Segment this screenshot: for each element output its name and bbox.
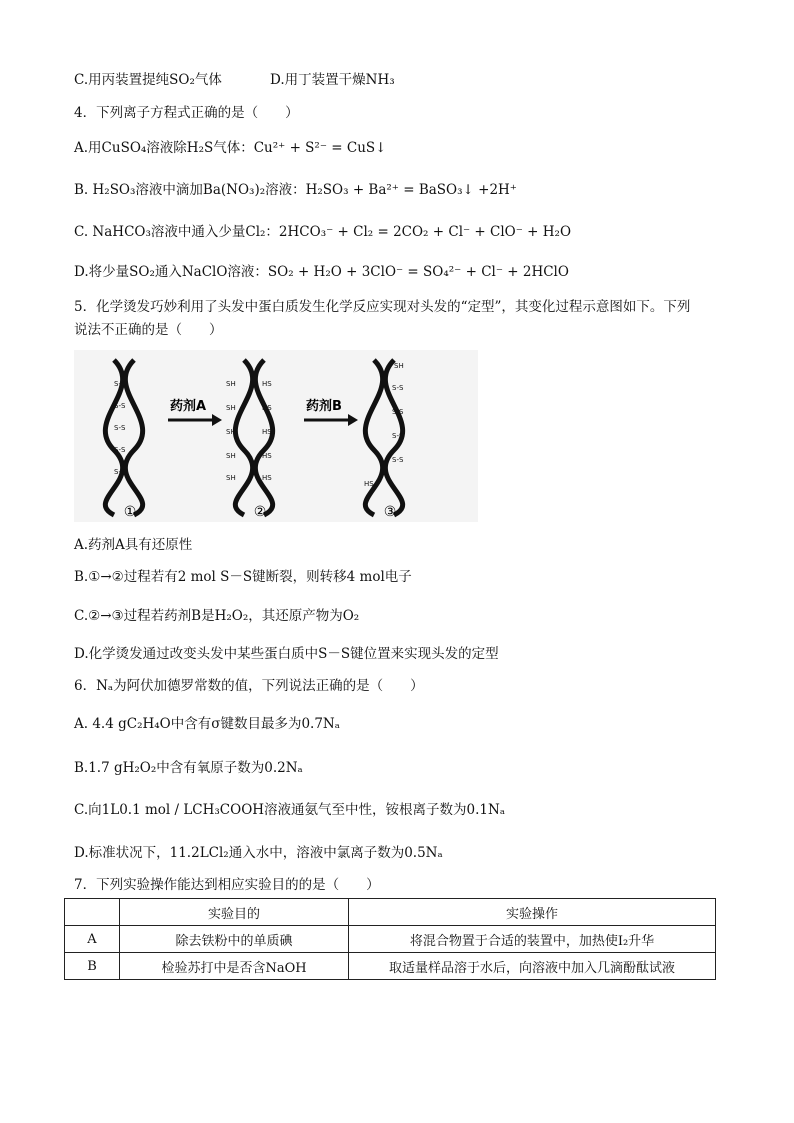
hair-perm-diagram <box>74 350 478 522</box>
q7-stem: 7．下列实验操作能达到相应实验目的的是（ ） <box>74 877 380 893</box>
helix-3-bond: S-S <box>392 384 404 392</box>
table-cell: A <box>65 926 120 953</box>
table-cell: B <box>65 953 120 980</box>
helix-3-bond: S-S <box>392 408 404 416</box>
table-header-cell: 实验目的 <box>120 899 349 926</box>
helix-2-bond: HS <box>262 452 272 460</box>
helix-3-bond: S-S <box>392 432 404 440</box>
stage-label-1: ① <box>123 504 137 520</box>
q3-option-c: C.用丙装置提纯SO₂气体 <box>74 72 222 88</box>
q4-option-d: D.将少量SO₂通入NaClO溶液：SO₂ + H₂O + 3ClO⁻ = SO₄²⁻ + Cl⁻ + 2HClO <box>74 264 569 280</box>
helix-1-bond: S-S <box>114 402 126 410</box>
arrow-a-label: 药剂A <box>170 399 207 414</box>
q5-stem-line1: 5．化学烫发巧妙利用了头发中蛋白质发生化学反应实现对头发的“定型”，其变化过程示意图如下。下列 <box>74 299 691 315</box>
experiment-table <box>64 898 716 980</box>
helix-2-bond: HS <box>262 380 272 388</box>
table-row <box>65 953 716 980</box>
stage-label-3: ③ <box>383 504 397 520</box>
table-row <box>65 926 716 953</box>
helix-2-bond: SH <box>226 474 236 482</box>
q6-option-b: B.1.7 gH₂O₂中含有氧原子数为0.2Nₐ <box>74 760 303 776</box>
q5-option-c: C.②→③过程若药剂B是H₂O₂，其还原产物为O₂ <box>74 608 360 624</box>
table-cell: 除去铁粉中的单质碘 <box>120 926 349 953</box>
helix-1-bond: S-S <box>114 424 126 432</box>
table-cell: 取适量样品溶于水后，向溶液中加入几滴酚酞试液 <box>349 953 716 980</box>
helix-3-bond: HS <box>364 480 374 488</box>
stage-label-2: ② <box>253 504 267 520</box>
q3-option-d: D.用丁装置干燥NH₃ <box>270 72 395 88</box>
table-cell: 将混合物置于合适的装置中，加热使I₂升华 <box>349 926 716 953</box>
helix-1-bond: S-S <box>114 468 126 476</box>
q6-option-d: D.标准状况下，11.2LCl₂通入水中，溶液中氯离子数为0.5Nₐ <box>74 845 443 861</box>
q4-stem: 4．下列离子方程式正确的是（ ） <box>74 105 299 121</box>
arrow-b-label: 药剂B <box>306 399 342 414</box>
helix-3-bond: S-S <box>392 456 404 464</box>
q5-option-a: A.药剂A具有还原性 <box>74 537 193 553</box>
helix-2-bond: SH <box>226 452 236 460</box>
table-header-cell: 实验操作 <box>349 899 716 926</box>
helix-2-bond: SH <box>226 380 236 388</box>
helix-2-bond: SH <box>226 404 236 412</box>
q6-option-c: C.向1L0.1 mol / LCH₃COOH溶液通氨气至中性，铵根离子数为0.1Nₐ <box>74 802 506 818</box>
helix-2-bond: HS <box>262 474 272 482</box>
helix-2-bond: HS <box>262 404 272 412</box>
q5-option-d: D.化学烫发通过改变头发中某些蛋白质中S－S键位置来实现头发的定型 <box>74 646 499 662</box>
table-header-cell <box>65 899 120 926</box>
helix-3-bond: SH <box>394 362 404 370</box>
q6-stem: 6．Nₐ为阿伏加德罗常数的值，下列说法正确的是（ ） <box>74 678 424 694</box>
q6-option-a: A. 4.4 gC₂H₄O中含有σ键数目最多为0.7Nₐ <box>74 716 340 732</box>
q4-option-b: B. H₂SO₃溶液中滴加Ba(NO₃)₂溶液：H₂SO₃ + Ba²⁺ = BaSO₃↓ +2H⁺ <box>74 182 517 198</box>
table-header-row <box>65 899 716 926</box>
q4-option-c: C. NaHCO₃溶液中通入少量Cl₂：2HCO₃⁻ + Cl₂ = 2CO₂ + Cl⁻ + ClO⁻ + H₂O <box>74 224 572 240</box>
q5-stem-line2: 说法不正确的是（ ） <box>74 322 223 338</box>
helix-2-bond: SH <box>226 428 236 436</box>
helix-2-bond: HS <box>262 428 272 436</box>
q5-option-b: B.①→②过程若有2 mol S－S键断裂，则转移4 mol电子 <box>74 569 412 585</box>
table-cell: 检验苏打中是否含NaOH <box>120 953 349 980</box>
helix-1-bond: S-S <box>114 380 126 388</box>
q4-option-a: A.用CuSO₄溶液除H₂S气体：Cu²⁺ + S²⁻ = CuS↓ <box>74 140 387 156</box>
helix-1-bond: S-S <box>114 446 126 454</box>
